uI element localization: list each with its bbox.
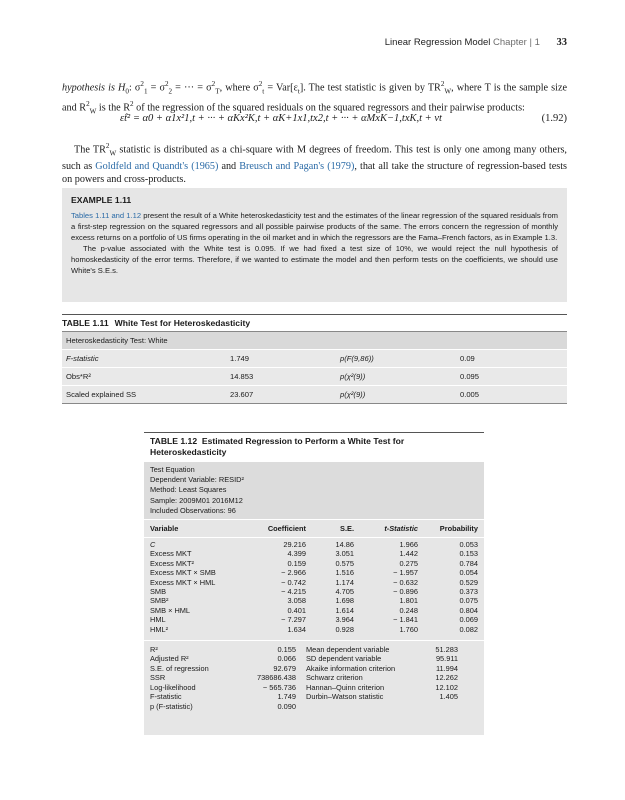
table-1-12-info: Test Equation Dependent Variable: RESID² Method: Least Squares Sample: 2009M01 2016M12 Included Observations: 96 — [144, 462, 484, 519]
table-row: SMB² 3.058 1.698 1.801 0.075 — [150, 596, 478, 606]
table-row: HML² 1.634 0.928 1.760 0.082 — [150, 624, 478, 634]
equation-number: (1.92) — [541, 113, 567, 124]
citation-breusch-pagan[interactable]: Breusch and Pagan's (1979) — [239, 161, 355, 173]
table-row: SMB − 4.215 4.705 − 0.896 0.373 — [150, 587, 478, 597]
table-1-12-header: Variable Coefficient S.E. t-Statistic Probability — [144, 519, 484, 538]
table-1-12-body — [144, 538, 484, 636]
equation-body: ε̂t² = α0 + α1x²1,t + ··· + αKx²K,t + αK+1x1,tx2,t + ··· + αMxK−1,txK,t + vt — [120, 113, 442, 124]
table-row: Excess MKT² 0.159 0.575 0.275 0.784 — [150, 558, 478, 568]
stat-row: Adjusted R² 0.066 SD dependent variable 95.911 — [150, 654, 458, 664]
stat-row: S.E. of regression 92.679 Akaike information criterion 11.994 — [150, 663, 458, 673]
header-title: Linear Regression Model — [384, 37, 491, 48]
tables-link[interactable]: Tables 1.11 and 1.12 — [71, 211, 142, 220]
stat-row: F-statistic 1.749 Durbin–Watson statistic 1.405 — [150, 692, 458, 702]
table-row: SMB × HML 0.401 1.614 0.248 0.804 — [150, 605, 478, 615]
running-header — [62, 37, 567, 48]
stat-row: R² 0.155 Mean dependent variable 51.283 — [150, 645, 458, 655]
example-paragraph-1: Tables 1.11 and 1.12 present the result of a White heteroskedasticity test and the estimates of the linear regression of the squared residuals from a first-step regression on the squared regressors and all possible pairwise products of the same. The errors concern the regression of monthly excess returns on a portfolio of US firms operating in the oil market and in which the regressors are the Fama–French factors, as in Example 1.3. — [71, 211, 558, 242]
table-1-12-title: TABLE 1.12 Estimated Regression to Perform a White Test for Heteroskedasticity — [144, 432, 484, 462]
table-row: Excess MKT × HML − 0.742 1.174 − 0.632 0.529 — [150, 577, 478, 587]
table-1-12 — [144, 432, 484, 735]
table-row: Excess MKT × SMB − 2.966 1.516 − 1.957 0.054 — [150, 568, 478, 578]
table-row: Scaled explained SS 23.607 p(χ²(9)) 0.005 — [62, 385, 567, 404]
table-row: Obs*R² 14.853 p(χ²(9)) 0.095 — [62, 367, 567, 385]
example-title: EXAMPLE 1.11 — [71, 195, 132, 205]
stat-row: SSR 738686.438 Schwarz criterion 12.262 — [150, 673, 458, 683]
example-paragraph-2: The p-value associated with the White test is 0.095. If we had fixed a test size of 10%, we would reject the null hypothesis of homoskedasticity of the error terms. Therefore, if we wanted to estimate the model and then perform tests on the coefficients, we should use White's S.E.s. — [71, 244, 558, 275]
paragraph-chi-square: The $TR^2_W$ statistic is distributed as a chi-square with M degrees of freedom. This test is only one among many others, such as Goldfeld and Quandt's (1965) and Breusch and Pagan's (1979), that all take the structure of regression-based tests on powers and cross-products. — [62, 142, 568, 186]
stat-row: Log-likelihood − 565.736 Hannan–Quinn criterion 12.102 — [150, 682, 458, 692]
table-row: HML − 7.297 3.964 − 1.841 0.069 — [150, 615, 478, 625]
table-row: F-statistic 1.749 p(F(9,86)) 0.09 — [62, 349, 567, 367]
table-1-11 — [62, 314, 567, 404]
table-row: C 29.216 14.86 1.966 0.053 — [150, 540, 478, 550]
table-row: Excess MKT 4.399 3.051 1.442 0.153 — [150, 549, 478, 559]
stat-row: p (F-statistic) 0.090 — [150, 701, 296, 711]
header-chapter: Chapter | 1 — [493, 37, 540, 48]
page-number: 33 — [556, 37, 567, 48]
equation-1-92 — [120, 113, 567, 124]
table-1-11-title: TABLE 1.11 White Test for Heteroskedasticity — [62, 314, 567, 331]
citation-goldfeld-quandt[interactable]: Goldfeld and Quandt's (1965) — [95, 161, 219, 173]
table-1-11-subtitle: Heteroskedasticity Test: White — [62, 331, 567, 349]
table-1-12-stats — [144, 640, 484, 715]
example-box — [62, 188, 567, 302]
paragraph-hypothesis: hypothesis is $H_0$: $\sigma^2_1 = \sigma^2_2$ = ··· = $\sigma^2_T$, where $\sigma^2_t = Var[\varepsilon_t]$. The test statistic is given by $TR^2_W$, where T is the sample size and $R^2_W$ is the $R^2$ of the regression of the squared residuals on the squared regressors and their pairwise products: — [62, 80, 567, 116]
